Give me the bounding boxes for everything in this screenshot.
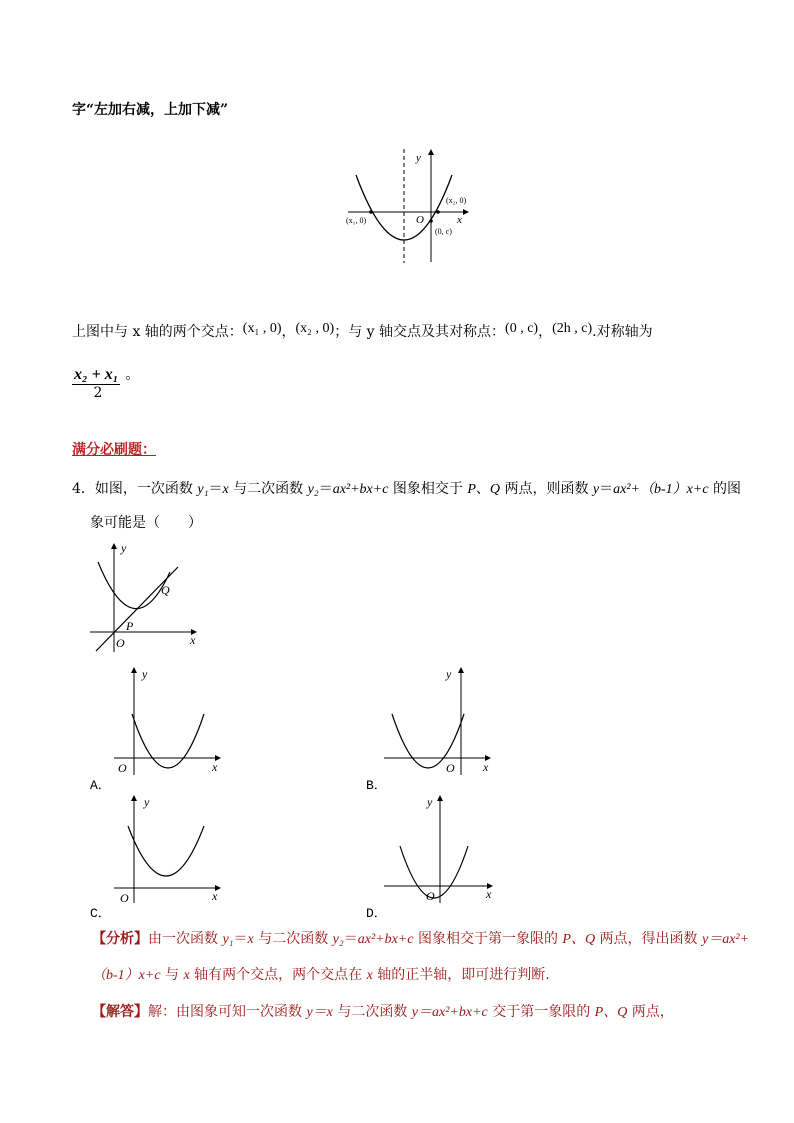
opt-d-o: O	[426, 889, 435, 903]
q4-func: ax²+（b-1）x+c	[613, 482, 709, 497]
opt-a-o: O	[118, 761, 127, 775]
fig1-pt-c: (0, c)	[435, 227, 452, 236]
parabola-figure-1	[340, 145, 480, 265]
answer-t3: 交于第一象限的	[487, 1004, 595, 1020]
q4-eq2: ＝	[318, 481, 333, 497]
analysis-t2: 与二次函数	[253, 931, 333, 947]
analysis-eq: ＝	[233, 931, 248, 947]
opt-d-y: y	[427, 795, 433, 809]
answer-t2: 与二次函数	[332, 1004, 412, 1020]
fraction-numerator: x₂ + x₁	[74, 366, 119, 383]
fig1-pt-x1: (x₁, 0)	[346, 216, 367, 225]
opt-b-y: y	[446, 667, 452, 681]
analysis-l2d: 轴的正半轴，即可进行判断.	[372, 967, 550, 983]
q4-text-b: 与二次函数	[228, 481, 308, 497]
analysis-line2	[92, 965, 550, 986]
analysis-y2: y₂	[332, 932, 344, 947]
analysis-y1: y₁	[222, 932, 234, 947]
analysis-l2b: 与	[160, 967, 184, 983]
fig1-y-label: y	[416, 152, 421, 164]
analysis-l2c: 轴有两个交点，两个交点在	[189, 967, 367, 983]
analysis-PQ: P、Q	[562, 932, 596, 947]
q4-quad: ax²+bx+c	[332, 482, 389, 497]
intro-line	[72, 100, 228, 120]
intro-quoted: “左加右减，上加下减”	[86, 102, 229, 118]
analysis-x: x	[247, 932, 254, 947]
option-d-graph	[380, 790, 500, 905]
option-c-graph	[110, 790, 230, 905]
opt-a-y: y	[142, 667, 148, 681]
q4-x: x	[222, 482, 229, 497]
sentence1-c: .对称轴为	[592, 324, 653, 340]
fig1-pt-x2: (x₂, 0)	[446, 196, 467, 205]
analysis-t4: 两点，得出函数	[595, 931, 702, 947]
axis-fraction	[72, 364, 152, 401]
q4-number: 4．	[72, 481, 95, 497]
analysis-t1: 由一次函数	[148, 931, 223, 947]
answer-tag: 【解答】	[92, 1004, 148, 1020]
sep2: ，	[538, 324, 553, 340]
analysis-t3: 图象相交于第一象限的	[413, 931, 563, 947]
option-b-curve	[392, 714, 464, 768]
option-a-curve	[132, 714, 204, 768]
analysis-l2a: （b-1）x+c	[92, 968, 161, 983]
q4-text-d: 两点，则函数	[500, 481, 593, 497]
opt-b-o: O	[446, 761, 455, 775]
point-x1: (x₁ , 0)	[242, 321, 282, 336]
analysis-xaxis: x	[183, 968, 190, 983]
question-4-line2: 象可能是（ ）	[90, 515, 202, 531]
opt-a-x: x	[212, 760, 218, 774]
fraction-denominator: 2	[93, 385, 103, 401]
answer-line	[92, 1002, 674, 1023]
opt-c-o: O	[120, 891, 129, 905]
opt-c-y: y	[144, 795, 150, 809]
q4-P: P	[467, 482, 476, 497]
fraction-end: 。	[125, 367, 140, 383]
q4-y: y	[592, 482, 600, 497]
q4-eq3: ＝	[599, 481, 614, 497]
answer-t4: 两点，	[627, 1004, 674, 1020]
q4-Q: Q	[489, 482, 501, 497]
analysis-eq2: ＝	[343, 931, 358, 947]
q4-text-e: 的图	[708, 481, 741, 497]
question-4-line1	[72, 479, 741, 500]
question-4-figure	[86, 540, 206, 655]
option-a-graph	[110, 662, 230, 777]
q4-eq1: ＝	[208, 481, 223, 497]
analysis-xaxis2: x	[366, 968, 373, 983]
sentence1-b: ；与 y 轴交点及其对称点：	[334, 324, 506, 340]
point-2h-c: (2h , c)	[552, 321, 593, 336]
opt-d-x: x	[486, 887, 492, 901]
q4fig-x-label: x	[190, 633, 196, 647]
q4-y2: y₂	[307, 482, 319, 497]
q4-y1: y₁	[197, 482, 209, 497]
sentence1-a: 上图中与 x 轴的两个交点：	[72, 324, 243, 340]
analysis-tag: 【分析】	[92, 931, 148, 947]
answer-yx: y＝x	[306, 1005, 333, 1020]
intersection-sentence	[72, 322, 653, 343]
option-b-label[interactable]: B．	[366, 778, 387, 793]
analysis-line1	[92, 929, 749, 950]
section-heading: 满分必刷题：	[72, 442, 156, 458]
analysis-yfun: y＝ax²+	[701, 932, 750, 947]
option-c-curve	[128, 826, 204, 876]
option-b-graph	[380, 662, 500, 777]
point-c: (0 , c)	[505, 321, 539, 336]
option-c-label[interactable]: C．	[90, 906, 111, 921]
q4fig-y-label: y	[121, 541, 127, 555]
answer-t1: 解：由图象可知一次函数	[148, 1004, 307, 1020]
q4-dun: 、	[475, 481, 490, 497]
q4fig-parabola	[98, 562, 170, 609]
answer-yq: y＝ax²+bx+c	[411, 1005, 488, 1020]
q4fig-Q: Q	[161, 583, 170, 597]
option-a-label[interactable]: A．	[90, 778, 111, 793]
q4fig-origin: O	[116, 636, 125, 650]
q4-text-c: 图象相交于	[388, 481, 468, 497]
q4fig-P: P	[126, 619, 134, 633]
point-x2: (x₂ , 0)	[295, 321, 335, 336]
intro-prefix: 字	[72, 102, 86, 118]
q4-text-a: 如图，一次函数	[94, 481, 198, 497]
option-d-label[interactable]: D．	[366, 906, 387, 921]
fig1-origin: O	[416, 214, 424, 226]
sep1: ，	[281, 324, 296, 340]
analysis-quad: ax²+bx+c	[357, 932, 414, 947]
opt-b-x: x	[483, 760, 489, 774]
fig1-x-label: x	[457, 214, 462, 226]
answer-PQ: P、Q	[594, 1005, 628, 1020]
opt-c-x: x	[212, 889, 218, 903]
